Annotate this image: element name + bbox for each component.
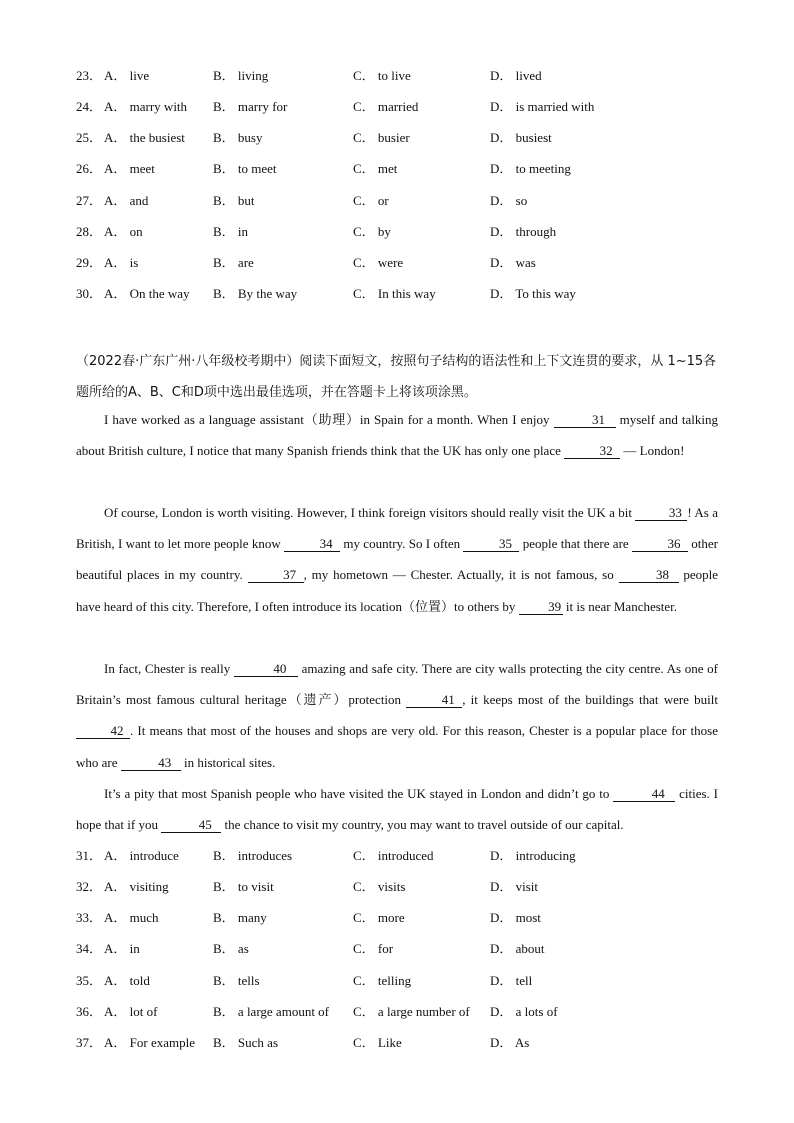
- option-c: C． more: [353, 910, 405, 925]
- option-c: C． busier: [353, 130, 410, 145]
- answer-blank: 36: [632, 537, 688, 552]
- option-d: D． about: [490, 941, 545, 956]
- option-b: B． but: [213, 193, 255, 208]
- option-c: C． to live: [353, 68, 411, 83]
- answer-blank: 35: [463, 537, 519, 552]
- question-number: 32．: [76, 879, 103, 894]
- option-b: B． Such as: [213, 1035, 279, 1050]
- question-number: 36．: [76, 1004, 103, 1019]
- option-b: B． in: [213, 224, 249, 239]
- option-a: A． introduce: [104, 848, 179, 863]
- option-c: C． a large number of: [353, 1004, 470, 1019]
- option-d: D． busiest: [490, 130, 552, 145]
- passage-text: — London!: [620, 443, 685, 459]
- question-number: 26．: [76, 161, 103, 176]
- question-number: 33．: [76, 910, 103, 925]
- answer-blank: 41: [406, 693, 462, 708]
- question-number: 37．: [76, 1035, 103, 1050]
- passage-text: Of course, London is worth visiting. However, I think foreign visitors should really visit the UK a bit: [104, 505, 636, 520]
- passage-paragraph: [76, 778, 718, 840]
- answer-blank: 37: [248, 568, 304, 583]
- option-a: A． marry with: [104, 99, 188, 114]
- option-b: B． By the way: [213, 286, 298, 301]
- question-number: 34．: [76, 941, 103, 956]
- option-b: B． introduces: [213, 848, 293, 863]
- option-b: B． a large amount of: [213, 1004, 330, 1019]
- passage-text: It’s a pity that most Spanish people who have visited the UK stayed in London and didn’t go to: [104, 786, 614, 801]
- passage-text: the chance to visit my country, you may want to travel outside of our capital.: [221, 817, 624, 833]
- option-b: B． many: [213, 910, 267, 925]
- answer-blank: 43: [121, 756, 181, 771]
- question-number: 30．: [76, 286, 103, 301]
- passage-text: other beautiful places in my country.: [76, 536, 719, 583]
- option-d: D． is married with: [490, 99, 595, 114]
- option-a: A． on: [104, 224, 143, 239]
- option-a: A． On the way: [104, 286, 190, 301]
- option-a: A． the busiest: [104, 130, 185, 145]
- option-c: C． were: [353, 255, 404, 270]
- option-b: B． to visit: [213, 879, 274, 894]
- option-d: D． visit: [490, 879, 539, 894]
- answer-blank: 45: [161, 818, 221, 833]
- passage-paragraph: [76, 497, 718, 622]
- option-c: C． met: [353, 161, 398, 176]
- option-b: B． to meet: [213, 161, 277, 176]
- answer-blank: 31: [554, 413, 616, 428]
- option-b: B． tells: [213, 973, 260, 988]
- answer-blank: 32: [564, 444, 620, 459]
- passage-text: In fact, Chester is really: [104, 661, 234, 676]
- passage-text: myself and talking about British culture, I notice that many Spanish friends think that the UK has only one place: [76, 412, 718, 459]
- option-a: A． is: [104, 255, 139, 270]
- question-number: 31．: [76, 848, 103, 863]
- answer-blank: 44: [613, 787, 675, 802]
- option-d: D． tell: [490, 973, 533, 988]
- question-number: 28．: [76, 224, 103, 239]
- answer-blank: 42: [76, 724, 130, 739]
- option-b: B． as: [213, 941, 249, 956]
- option-a: A． lot of: [104, 1004, 158, 1019]
- option-c: C． visits: [353, 879, 406, 894]
- option-d: D． To this way: [490, 286, 576, 301]
- answer-blank: 33: [635, 506, 687, 521]
- option-b: B． living: [213, 68, 269, 83]
- passage-text: I have worked as a language assistant（助理）in Spain for a month. When I enjoy: [104, 412, 554, 427]
- answer-blank: 39: [519, 600, 563, 615]
- option-d: D． through: [490, 224, 557, 239]
- option-d: D． so: [490, 193, 528, 208]
- option-d: D． a lots of: [490, 1004, 558, 1019]
- passage-text: my country. So I often: [340, 536, 464, 552]
- option-d: D． lived: [490, 68, 542, 83]
- question-number: 27．: [76, 193, 103, 208]
- option-c: C． or: [353, 193, 389, 208]
- answer-blank: 38: [619, 568, 679, 583]
- option-d: D． introducing: [490, 848, 576, 863]
- section-instruction: （2022春·广东广州·八年级校考期中）阅读下面短文，按照句子结构的语法性和上下文连贯的要求，从 1~15各题所给的A、B、C和D项中选出最佳选项，并在答题卡上将该项涂黑。: [76, 354, 717, 400]
- option-a: A． For example: [104, 1035, 195, 1050]
- option-c: C． In this way: [353, 286, 436, 301]
- option-c: C． telling: [353, 973, 412, 988]
- option-c: C． introduced: [353, 848, 434, 863]
- answer-blank: 40: [234, 662, 298, 677]
- option-a: A． live: [104, 68, 150, 83]
- option-a: A． meet: [104, 161, 155, 176]
- passage-paragraph: [76, 404, 718, 466]
- option-b: B． marry for: [213, 99, 288, 114]
- option-b: B． busy: [213, 130, 263, 145]
- option-d: D． was: [490, 255, 536, 270]
- option-c: C． for: [353, 941, 394, 956]
- passage-text: people that there are: [519, 536, 632, 552]
- question-number: 25．: [76, 130, 103, 145]
- passage-text: cities. I hope that if you: [76, 786, 718, 833]
- passage-text: , it keeps most of the buildings that were built: [462, 692, 718, 708]
- question-number: 24．: [76, 99, 103, 114]
- answer-blank: 34: [284, 537, 340, 552]
- option-d: D． to meeting: [490, 161, 571, 176]
- question-number: 29．: [76, 255, 103, 270]
- option-a: A． and: [104, 193, 149, 208]
- passage-text: amazing and safe city. There are city walls protecting the city centre. As one of Britain’s most famous cultural heritage（遗产）protection: [76, 661, 718, 708]
- option-a: A． much: [104, 910, 159, 925]
- option-a: A． in: [104, 941, 140, 956]
- option-b: B． are: [213, 255, 254, 270]
- option-c: C． Like: [353, 1035, 402, 1050]
- question-number: 35．: [76, 973, 103, 988]
- option-d: D． most: [490, 910, 541, 925]
- option-c: C． by: [353, 224, 391, 239]
- passage-text: ! As a British, I want to let more people know: [76, 505, 718, 552]
- passage-text: . It means that most of the houses and shops are very old. For this reason, Chester is a popular place for those who are: [76, 723, 718, 770]
- passage-paragraph: [76, 653, 718, 778]
- passage-text: , my hometown — Chester. Actually, it is not famous, so: [303, 567, 619, 583]
- option-a: A． told: [104, 973, 150, 988]
- option-d: D． As: [490, 1035, 530, 1050]
- passage-text: it is near Manchester.: [562, 598, 678, 614]
- question-number: 23．: [76, 68, 103, 83]
- passage-text: in historical sites.: [180, 754, 276, 770]
- option-a: A． visiting: [104, 879, 169, 894]
- passage-text: people have heard of this city. Therefore, I often introduce its location（位置）to others by: [76, 567, 719, 614]
- option-c: C． married: [353, 99, 419, 114]
